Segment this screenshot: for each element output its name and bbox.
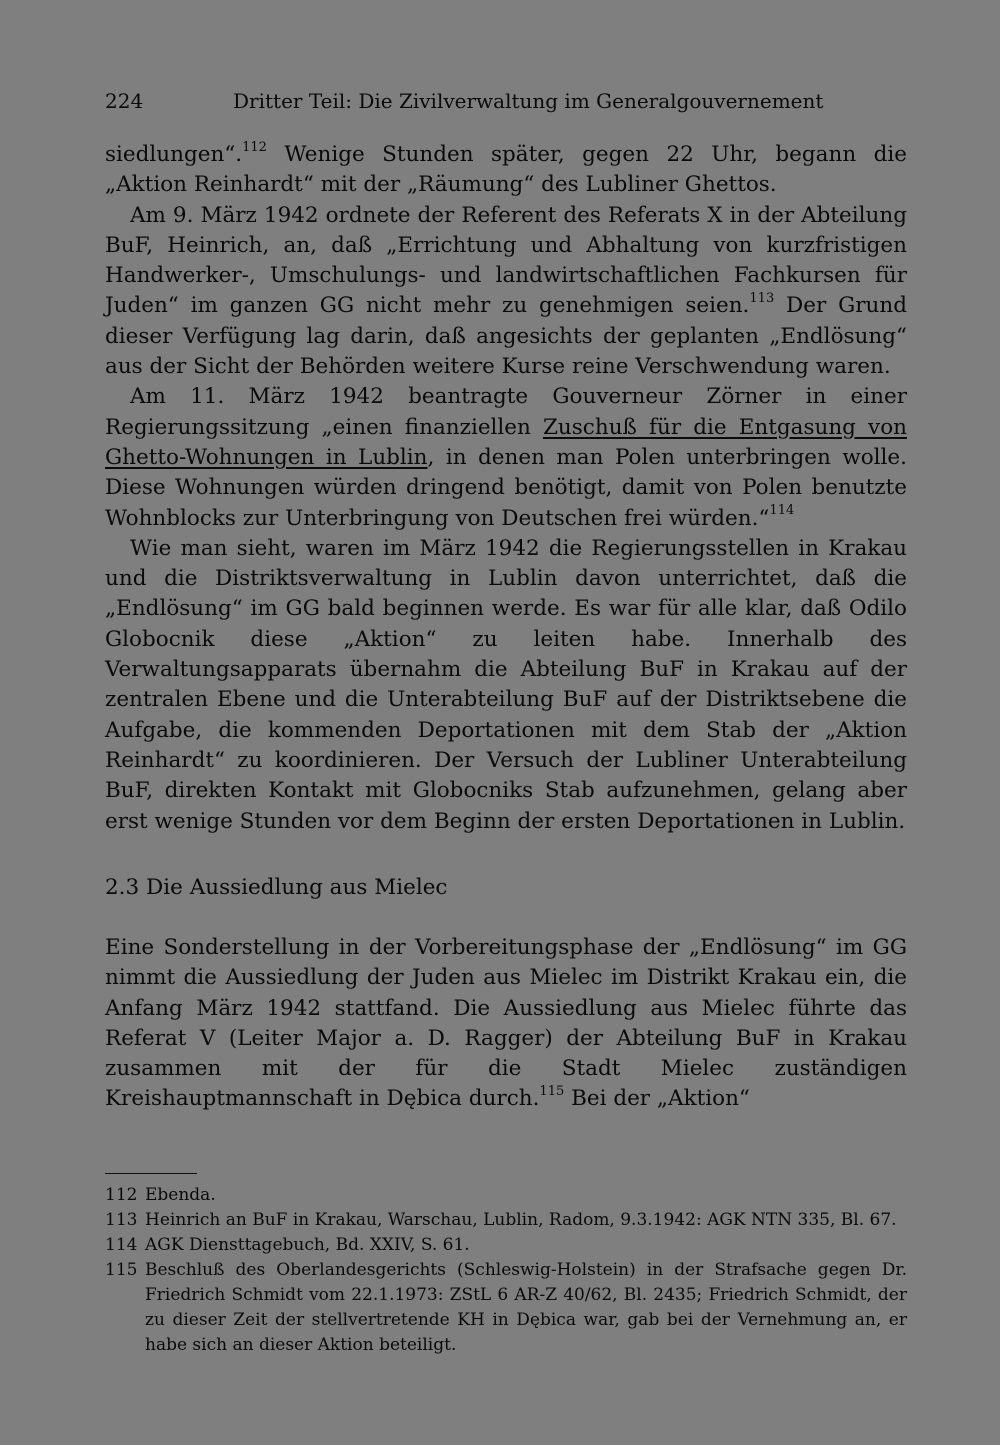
running-title: Dritter Teil: Die Zivilverwaltung im Generalgouvernement [233,89,824,113]
footnote-number: 115 [105,1260,138,1280]
section-paragraph-text-a: Eine Sonderstellung in der Vorbereitungsphase der „Endlösung“ im GG nimmt die Aussiedlung der Juden aus Mielec im Distrikt Krakau ein, die Anfang März 1942 stattfand. Die Aussiedlung aus Mielec führte das Referat V (Leiter Major a. D. Ragger) der Abteilung BuF in Krakau zusammen mit der für die Stadt Mielec zuständigen Kreishauptmannschaft in Dębica durch. [105,935,907,1112]
footnote-text: AGK Diensttagebuch, Bd. XXIV, S. 61. [145,1235,470,1255]
footnote-divider [105,1173,197,1174]
footnote [105,1183,907,1208]
paragraph-3-text-b: , in denen man Polen unterbringen wolle. Diese Wohnungen würden dringend benötigt, damit von Polen benutzte Wohnblocks zur Unterbringung von Deutschen frei würden.“ [105,444,907,531]
paragraph-2 [105,201,907,383]
paragraph-1-text-a: siedlungen“. [105,142,243,167]
page-number: 224 [105,89,144,113]
paragraph-3 [105,382,907,533]
footnote-number: 114 [105,1235,138,1255]
footnote-text: Ebenda. [145,1185,216,1205]
footnote [105,1258,907,1358]
footnotes [105,1183,907,1358]
main-text [105,140,907,837]
paragraph-2-text-b: Der Grund dieser Verfügung lag darin, daß angesichts der geplanten „Endlösung“ aus der Sicht der Behörden weitere Kurse reine Verschwendung waren. [105,293,907,380]
footnote-text: Heinrich an BuF in Krakau, Warschau, Lublin, Radom, 9.3.1942: AGK NTN 335, Bl. 67. [145,1210,897,1230]
footnote-number: 113 [105,1210,138,1230]
footnote-ref-115: 115 [539,1084,565,1100]
footnote-text: Beschluß des Oberlandesgerichts (Schleswig-Holstein) in der Strafsache gegen Dr. Friedrich Schmidt vom 22.1.1973: ZStL 6 AR-Z 40/62, Bl. 2435; Friedrich Schmidt, der zu dieser Zeit der stellvertretende KH in Dębica war, gab bei der Vernehmung an, er habe sich an dieser Aktion beteiligt. [145,1260,907,1355]
paragraph-1 [105,140,907,201]
paragraph-4: Wie man sieht, waren im März 1942 die Regierungsstellen in Krakau und die Distriktsverwaltung in Lublin davon unterrichtet, daß die „Endlösung“ im GG bald beginnen werde. Es war für alle klar, daß Odilo Globocnik diese „Aktion“ zu leiten habe. Innerhalb des Verwaltungsapparats übernahm die Abteilung BuF in Krakau auf der zentralen Ebene und die Unterabteilung BuF auf der Distriktsebene die Aufgabe, die kommenden Deportationen mit dem Stab der „Aktion Reinhardt“ zu koordinieren. Der Versuch der Lubliner Unterabteilung BuF, direkten Kontakt mit Globocniks Stab aufzunehmen, gelang aber erst wenige Stunden vor dem Beginn der ersten Deportationen in Lublin. [105,535,907,834]
section-text [105,933,907,1115]
footnote [105,1233,907,1258]
footnote-ref-112: 112 [242,139,267,155]
running-header [105,86,905,116]
footnote-ref-113: 113 [749,291,775,307]
section-heading: 2.3 Die Aussiedlung aus Mielec [105,875,448,900]
footnote-number: 112 [105,1185,138,1205]
footnote [105,1208,907,1233]
paragraph-2-text-a: Am 9. März 1942 ordnete der Referent des Referats X in der Abteilung BuF, Heinrich, an, daß „Errichtung und Abhaltung von kurzfristigen Handwerker-, Umschulungs- und landwirtschaftlichen Fachkursen für Juden“ im ganzen GG nicht mehr zu genehmigen seien. [105,202,907,319]
section-paragraph [105,933,907,1115]
footnote-ref-114: 114 [769,503,795,519]
underlined-quote: Zuschuß für die Entgasung von Ghetto-Wohnungen in Lublin [105,414,907,470]
paragraph-1-text-b: Wenige Stunden später, gegen 22 Uhr, begann die „Aktion Reinhardt“ mit der „Räumung“ des Lubliner Ghettos. [105,142,907,198]
section-paragraph-text-b: Bei der „Aktion“ [564,1086,750,1112]
paragraph-3-text-a: Am 11. März 1942 beantragte Gouverneur Zörner in einer Regierungssitzung „einen finanziellen [105,384,907,440]
